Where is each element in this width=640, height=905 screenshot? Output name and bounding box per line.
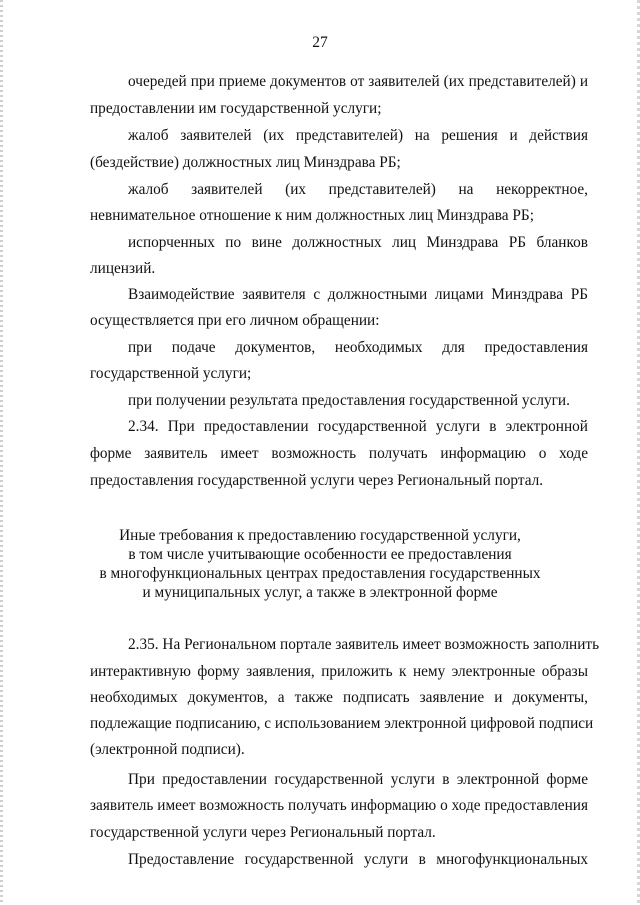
text-line: лицензий. bbox=[90, 260, 156, 277]
text-line: 2.35. На Региональном портале заявитель имеет возможность заполнить bbox=[128, 636, 600, 653]
page-number: 27 bbox=[312, 34, 328, 51]
text-line: заявитель имеет возможность получать информацию о ходе предоставления bbox=[90, 797, 588, 814]
text-line: государственной услуги через Региональный портал. bbox=[90, 824, 436, 841]
text-line: предоставления государственной услуги через Региональный портал. bbox=[90, 472, 544, 489]
text-line: осуществляется при его личном обращении: bbox=[90, 312, 380, 329]
text-line: подлежащие подписанию, с использованием электронной цифровой подписи bbox=[90, 715, 594, 732]
text-line: Взаимодействие заявителя с должностными лицами Минздрава РБ bbox=[128, 286, 588, 303]
heading-line: в многофункциональных центрах предоставления государственных bbox=[99, 565, 541, 582]
text-line: жалоб заявителей (их представителей) на некорректное, bbox=[128, 181, 588, 198]
text-line: испорченных по вине должностных лиц Минздрава РБ бланков bbox=[128, 234, 588, 251]
text-line: предоставлении им государственной услуги; bbox=[90, 100, 382, 117]
text-line: при получении результата предоставления государственной услуги. bbox=[128, 392, 570, 409]
heading-line: и муниципальных услуг, а также в электронной форме bbox=[142, 584, 498, 601]
text-line: очередей при приеме документов от заявителей (их представителей) и bbox=[128, 73, 588, 90]
text-line: государственной услуги; bbox=[90, 365, 252, 382]
text-line: интерактивную форму заявления, приложить к нему электронные образы bbox=[90, 663, 588, 680]
text-line: Предоставление государственной услуги в многофункциональных bbox=[128, 851, 588, 868]
text-line: При предоставлении государственной услуги в электронной форме bbox=[128, 771, 588, 788]
heading-line: в том числе учитывающие особенности ее предоставления bbox=[128, 546, 512, 563]
heading-line: Иные требования к предоставлению государственной услуги, bbox=[119, 527, 521, 544]
text-line: невнимательное отношение к ним должностных лиц Минздрава РБ; bbox=[90, 207, 534, 224]
text-line: необходимых документов, а также подписать заявление и документы, bbox=[90, 689, 588, 706]
text-line: (электронной подписи). bbox=[90, 741, 245, 758]
text-line: (бездействие) должностных лиц Минздрава РБ; bbox=[90, 154, 401, 171]
text-line: форме заявитель имеет возможность получать информацию о ходе bbox=[90, 445, 588, 462]
text-line: при подаче документов, необходимых для предоставления bbox=[128, 339, 588, 356]
scan-edge-left bbox=[0, 0, 3, 905]
text-line: 2.34. При предоставлении государственной услуги в электронной bbox=[128, 418, 588, 435]
text-line: жалоб заявителей (их представителей) на решения и действия bbox=[128, 127, 588, 144]
